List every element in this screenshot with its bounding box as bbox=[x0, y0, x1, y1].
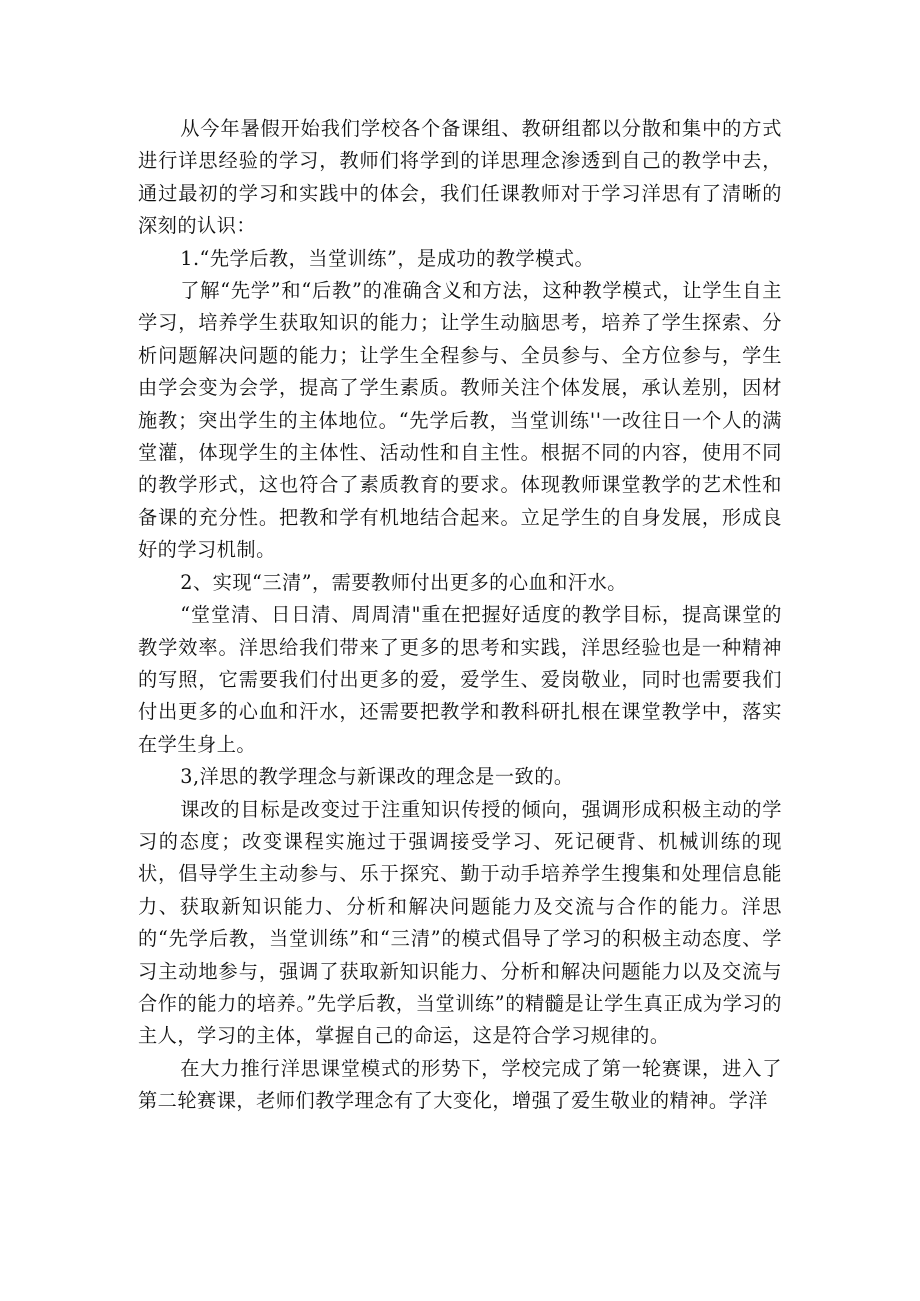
section-3-heading: 3,洋思的教学理念与新课改的理念是一致的。 bbox=[180, 765, 574, 789]
closing-paragraph: 在大力推行洋思课堂模式的形势下，学校完成了第一轮赛课，进入了第二轮赛课，老师们教学理念有了大变化，增强了爱生敬业的精神。学洋 bbox=[138, 1056, 782, 1113]
section-1-body: 了解“先学”和“后教”的准确含义和方法，这种教学模式，让学生自主学习，培养学生获取知识的能力；让学生动脑思考，培养了学生探索、分析问题解决问题的能力；让学生全程参与、全员参与、全方位参与，学生由学会变为会学，提高了学生素质。教师关注个体发展，承认差别，因材施教；突出学生的主体地位。“先学后教，当堂训练''一改往日一个人的满堂灌，体现学生的主体性、活动性和自主性。根据不同的内容，使用不同的教学形式，这也符合了素质教育的要求。体现教师课堂教学的艺术性和备课的充分性。把教和学有机地结合起来。立足学生的自身发展，形成良好的学习机制。 bbox=[138, 279, 782, 562]
section-3-body: 课改的目标是改变过于注重知识传授的倾向，强调形成积极主动的学习的态度；改变课程实施过于强调接受学习、死记硬背、机械训练的现状，倡导学生主动参与、乐于探究、勤于动手培养学生搜集和处理信息能力、获取新知识能力、分析和解决问题能力及交流与合作的能力。洋思的“先学后教，当堂训练”和“三清”的模式倡导了学习的积极主动态度、学习主动地参与，强调了获取新知识能力、分析和解决问题能力以及交流与合作的能力的培养。”先学后教，当堂训练”的精髓是让学生真正成为学习的主人，学习的主体，掌握自己的命运，这是符合学习规律的。 bbox=[138, 797, 782, 1048]
section-2-heading: 2、实现“三清”，需要教师付出更多的心血和汗水。 bbox=[180, 570, 627, 594]
section-1-heading: 1.“先学后教，当堂训练”，是成功的教学模式。 bbox=[180, 246, 595, 270]
document-body bbox=[138, 113, 782, 1118]
intro-paragraph: 从今年暑假开始我们学校各个备课组、教研组都以分散和集中的方式进行详思经验的学习，教师们将学到的详思理念渗透到自己的教学中去，通过最初的学习和实践中的体会，我们任课教师对于学习洋思有了清晰的深刻的认识： bbox=[138, 117, 782, 238]
section-2-body: “堂堂清、日日清、周周清"重在把握好适度的教学目标，提高课堂的教学效率。洋思给我们带来了更多的思考和实践，洋思经验也是一种精神的写照，它需要我们付出更多的爱，爱学生、爱岗敬业，同时也需要我们付出更多的心血和汗水，还需要把教学和教科研扎根在课堂教学中，落实在学生身上。 bbox=[138, 603, 782, 756]
